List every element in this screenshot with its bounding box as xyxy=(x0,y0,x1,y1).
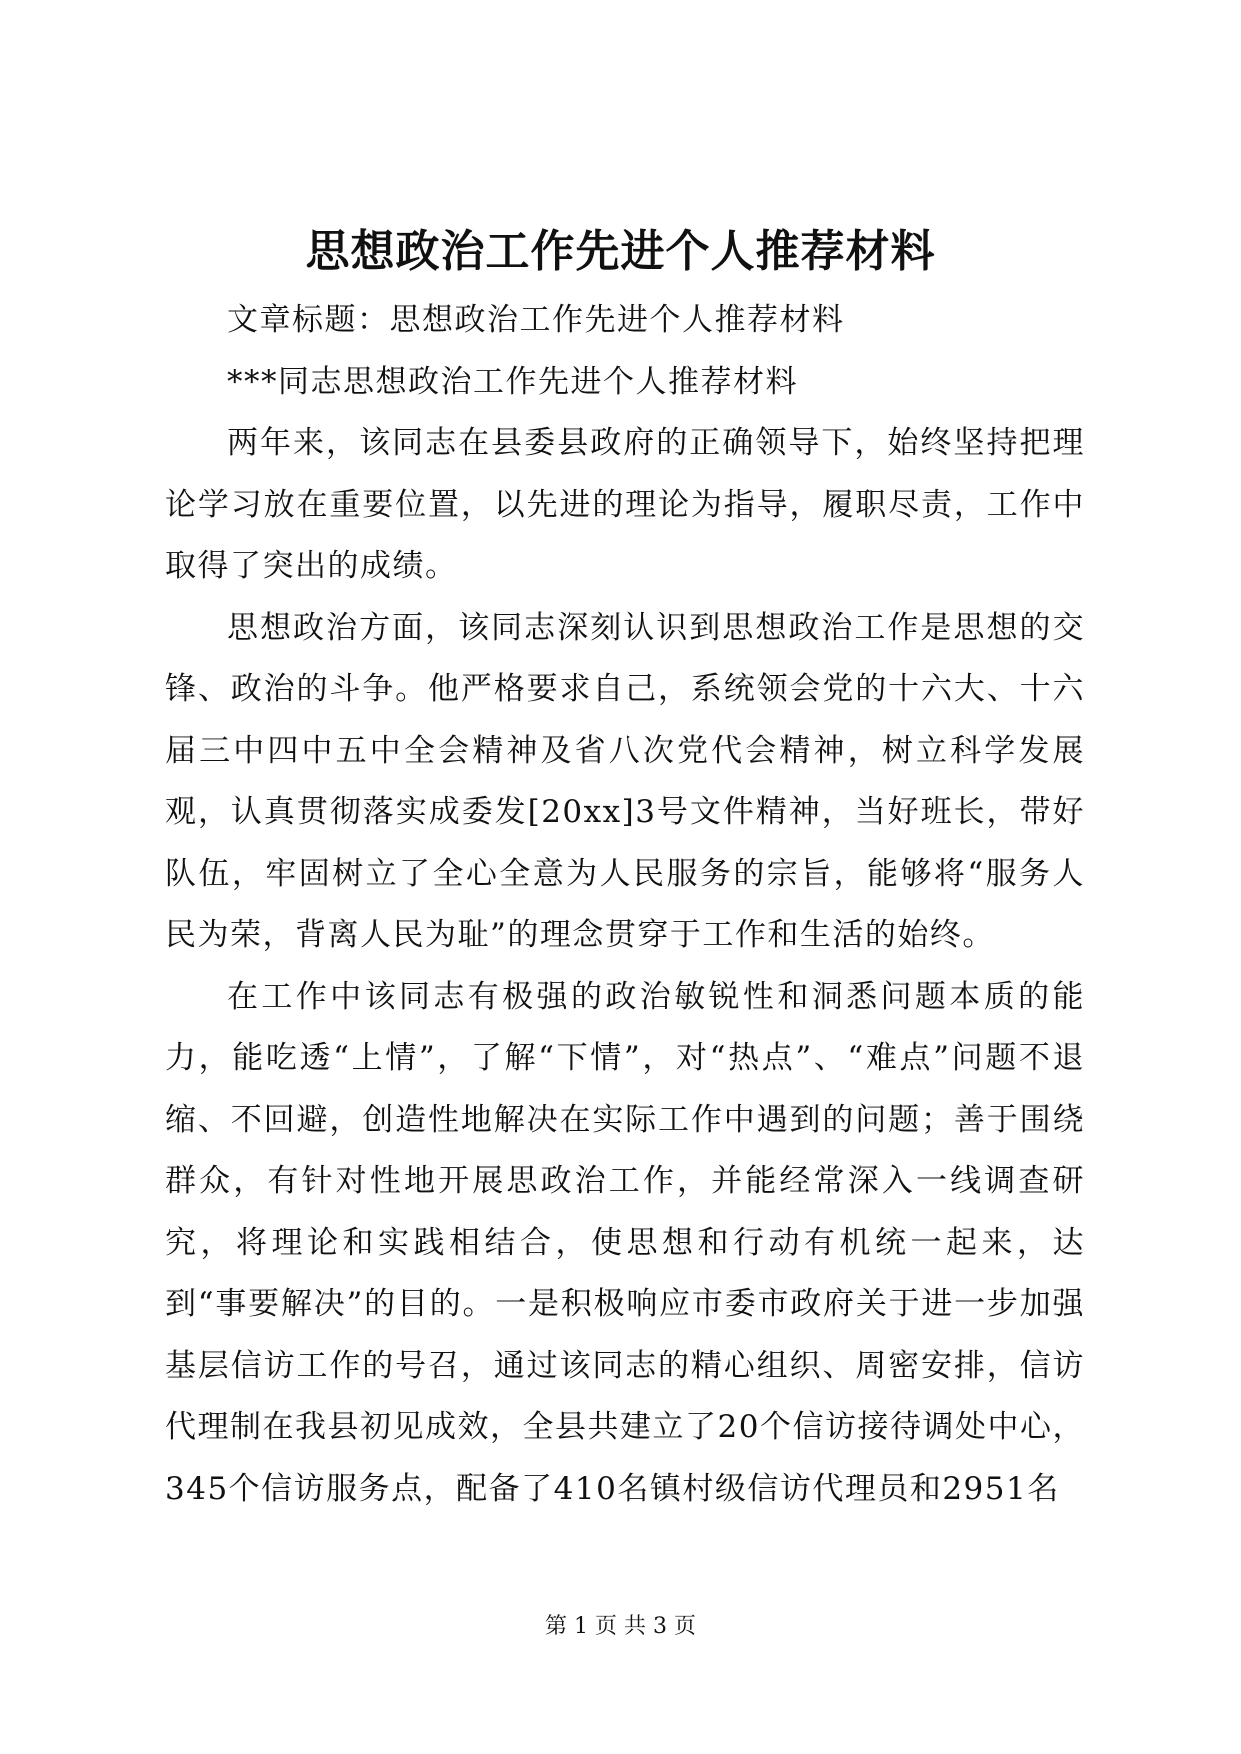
paragraph-work: 在工作中该同志有极强的政治敏锐性和洞悉问题本质的能力，能吃透“上情”，了解“下情”，对“热点”、“难点”问题不退缩、不回避，创造性地解决在实际工作中遇到的问题；善于围绕群众，有针对性地开展思政治工作，并能经常深入一线调查研究，将理论和实践相结合，使思想和行动有机统一起来，达到“事要解决”的目的。一是积极响应市委市政府关于进一步加强基层信访工作的号召，通过该同志的精心组织、周密安排，信访代理制在我县初见成效，全县共建立了20个信访接待调处中心，345个信访服务点，配备了410名镇村级信访代理员和2951名 xyxy=(165,978,1085,1507)
paragraph-article-title: 文章标题：思想政治工作先进个人推荐材料 xyxy=(227,302,845,338)
page-footer: 第 1 页 共 3 页 xyxy=(545,1614,696,1639)
paragraph-ideology: 思想政治方面，该同志深刻认识到思想政治工作是思想的交锋、政治的斗争。他严格要求自己，系统领会党的十六大、十六届三中四中五中全会精神及省八次党代会精神，树立科学发展观，认真贯彻落实成委发[20xx]3号文件精神，当好班长，带好队伍，牢固树立了全心全意为人民服务的宗旨，能够将“服务人民为荣，背离人民为耻”的理念贯穿于工作和生活的始终。 xyxy=(165,609,1085,953)
document-body xyxy=(165,290,1085,1520)
paragraph-intro: 两年来，该同志在县委县政府的正确领导下，始终坚持把理论学习放在重要位置，以先进的理论为指导，履职尽责，工作中取得了突出的成绩。 xyxy=(165,425,1085,584)
paragraph-subtitle: ***同志思想政治工作先进个人推荐材料 xyxy=(227,363,798,400)
document-title: 思想政治工作先进个人推荐材料 xyxy=(305,226,936,277)
